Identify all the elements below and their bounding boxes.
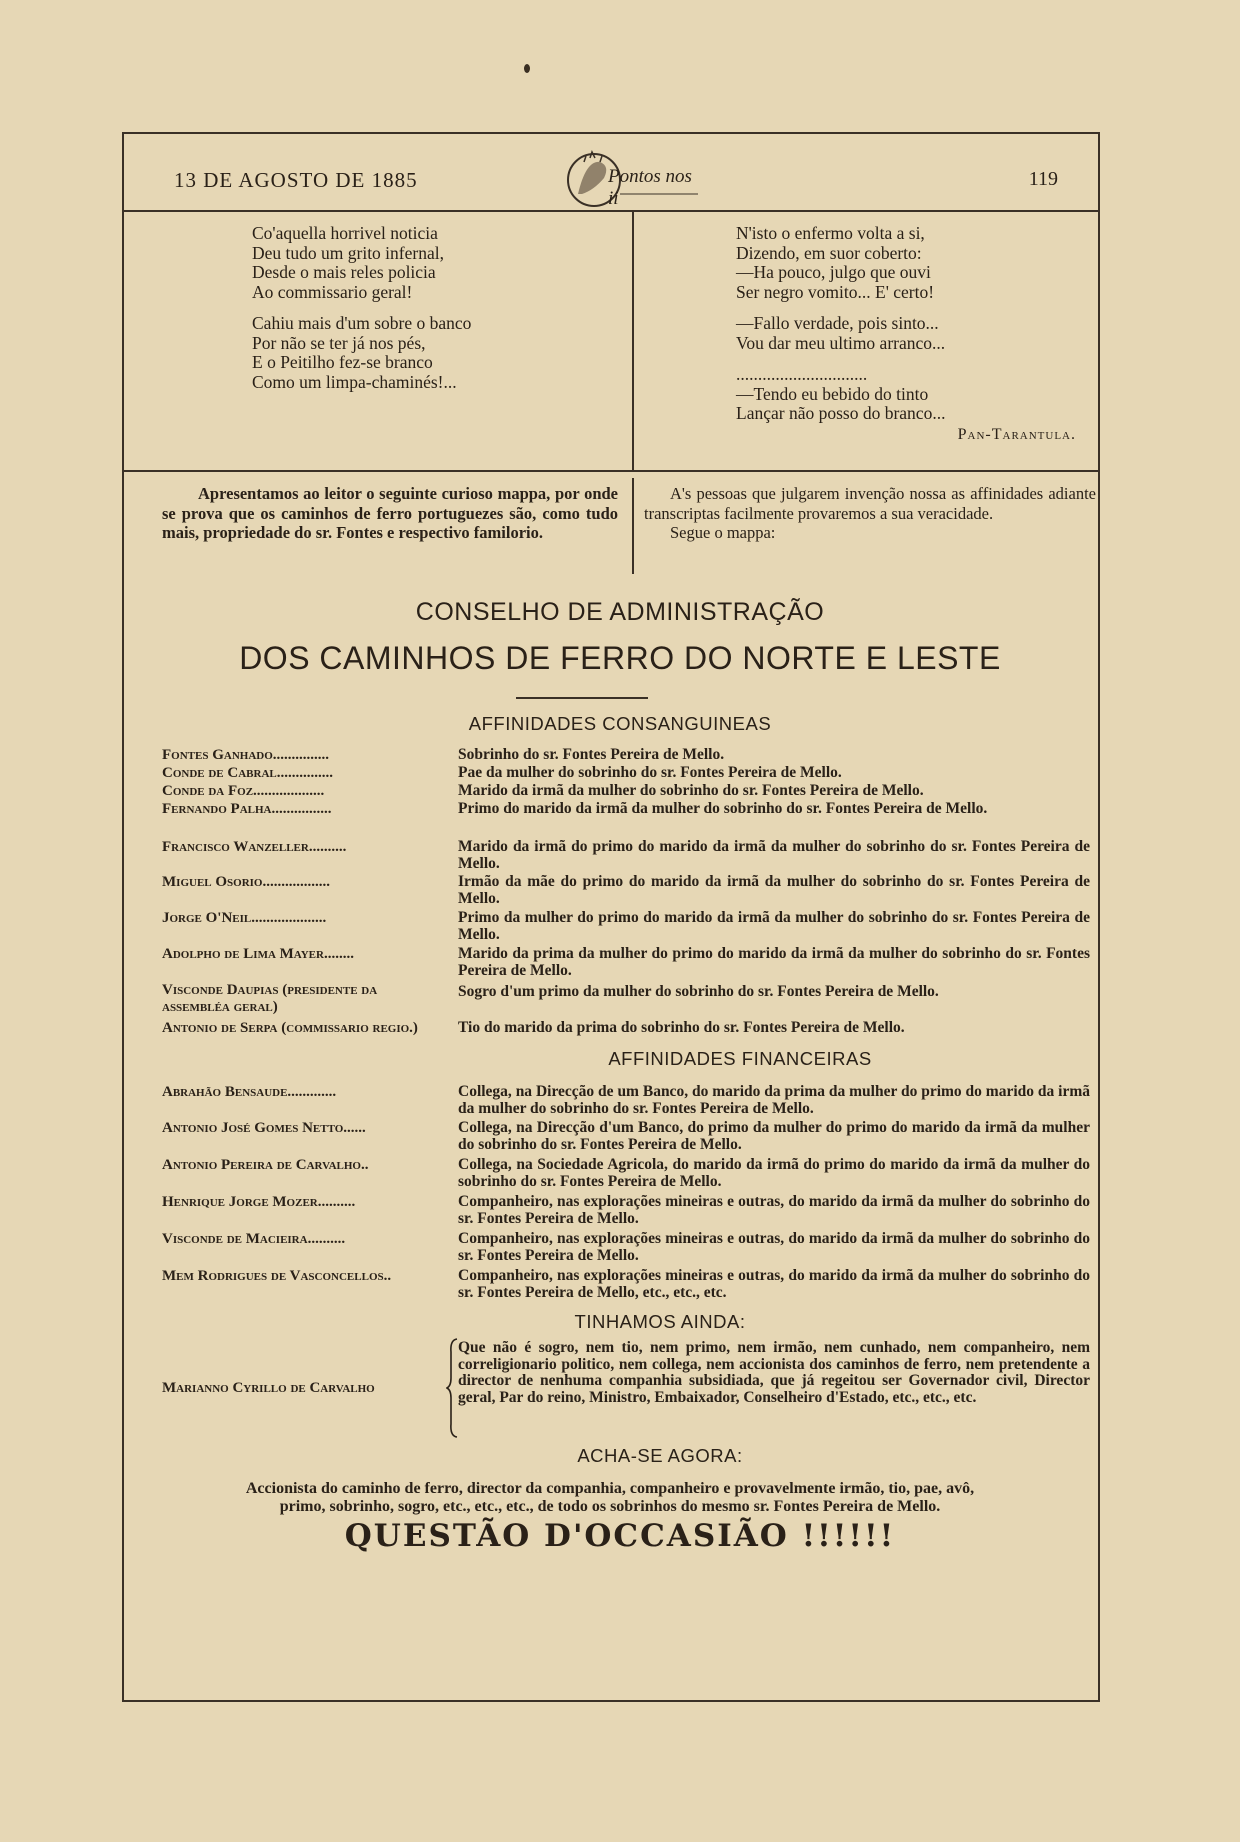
- poem-line: Co'aquella horrivel noticia: [252, 223, 438, 243]
- acha-line-1: Accionista do caminho de ferro, director da companhia, companheiro e provavelmente irmão, tio, pae, avô,: [245, 1480, 975, 1497]
- poem-bottom-rule: [124, 470, 1098, 472]
- poem-line: Cahiu mais d'um sobre o banco: [252, 313, 472, 333]
- acha-line-2: primo, sobrinho, sogro, etc., etc., etc., de todo os sobrinhos do mesmo sr. Fontes Pereira de Mello.: [279, 1498, 941, 1515]
- section-acha: ACHA-SE AGORA:: [577, 1445, 743, 1466]
- page-header: [124, 150, 1098, 210]
- poem-stanza: [736, 314, 1076, 353]
- list-item: [162, 982, 1092, 1016]
- entry-name: Fernando Palha................: [162, 801, 332, 817]
- poem-line: N'isto o enfermo volta a si,: [736, 223, 925, 243]
- page-number: 119: [1028, 168, 1058, 190]
- section-financeiras: AFFINIDADES FINANCEIRAS: [608, 1048, 872, 1069]
- title-caminhos: DOS CAMINHOS DE FERRO DO NORTE E LESTE: [239, 640, 1001, 676]
- masthead-title: Pontos nos ii: [608, 166, 692, 209]
- entry-desc: Sobrinho do sr. Fontes Pereira de Mello.: [458, 746, 725, 763]
- entry-name: Conde de Cabral...............: [162, 765, 333, 781]
- poem-line: Vou dar meu ultimo arranco...: [736, 332, 946, 353]
- entry-desc: Primo do marido da irmã da mulher do sobrinho do sr. Fontes Pereira de Mello.: [458, 800, 988, 817]
- poem-stanza: [252, 224, 612, 302]
- poem-line: Deu tudo um grito infernal,: [252, 242, 444, 263]
- header-rule: [124, 210, 1098, 212]
- entry-name: Fontes Ganhado...............: [162, 747, 330, 763]
- intro-right-paragraph: A's pessoas que julgarem invenção nossa as affinidades adiante transcriptas facilmente provaremos a sua veracidade.: [644, 484, 1096, 523]
- entry-desc: Collega, na Direcção d'um Banco, do primo da mulher do primo do marido da irmã da mulher do sobrinho do sr. Fontes Pereira de Mello.: [458, 1119, 1090, 1153]
- list-item: [162, 839, 1092, 873]
- entry-name: Visconde Daupias (presidente da assembléa geral): [162, 982, 378, 1015]
- title-rule: [516, 697, 648, 699]
- entry-name: Miguel Osorio..................: [162, 874, 330, 890]
- entry-desc: Companheiro, nas explorações mineiras e outras, do marido da irmã da mulher do sobrinho do sr. Fontes Pereira de Mello, etc., etc., etc.: [458, 1267, 1090, 1301]
- entry-desc: Marido da prima da mulher do primo do marido da irmã da mulher do sobrinho do sr. Fontes Pereira de Mello.: [458, 945, 1090, 979]
- entry-desc: Que não é sogro, nem tio, nem primo, nem irmão, nem cunhado, nem companheiro, nem correligionario politico, nem collega, nem accionista dos caminhos de ferro, nem pretendente a director de nenhuma companhia subsidiada, que já regeitou ser Governador civil, Director geral, Par do reino, Ministro, Embaixador, Conselheiro d'Estado, etc., etc., etc.: [458, 1339, 1090, 1406]
- list-item: [162, 747, 1092, 765]
- entry-desc: Collega, na Direcção de um Banco, do marido da prima da mulher do primo do marido da irmã da mulher do sobrinho do sr. Fontes Pereira de Mello.: [458, 1083, 1090, 1117]
- poem-line: Ser negro vomito... E' certo!: [736, 281, 935, 302]
- poem-line: —Ha pouco, julgo que ouvi: [736, 262, 931, 282]
- entry-name: Visconde de Macieira..........: [162, 1231, 346, 1247]
- brace-icon: [446, 1338, 458, 1438]
- poem-line: Por não se ter já nos pés,: [252, 332, 426, 353]
- poem-line: —Tendo eu bebido do tinto: [736, 383, 929, 404]
- section-tinhamos: TINHAMOS AINDA:: [574, 1311, 746, 1332]
- entry-name: Marianno Cyrillo de Carvalho: [162, 1380, 375, 1396]
- entry-desc: Irmão da mãe do primo do marido da irmã da mulher do sobrinho do sr. Fontes Pereira de Mello.: [458, 873, 1090, 907]
- list-item: [162, 1157, 1092, 1191]
- poem-right: [736, 224, 1076, 444]
- entry-name: Mem Rodrigues de Vasconcellos..: [162, 1268, 392, 1284]
- ink-speck: [524, 64, 530, 73]
- poem-line: —Fallo verdade, pois sinto...: [736, 313, 939, 333]
- poem-signature: Pan-Tarantula.: [957, 425, 1076, 443]
- poem-line: Dizendo, em suor coberto:: [736, 242, 922, 263]
- intro-column-divider: [632, 478, 634, 574]
- entry-name: Henrique Jorge Mozer..........: [162, 1194, 356, 1210]
- header-date: 13 DE AGOSTO DE 1885: [174, 168, 418, 192]
- poem-line: Ao commissario geral!: [252, 281, 413, 302]
- list-item: [162, 765, 1092, 783]
- list-item: [162, 1231, 1092, 1265]
- entry-desc: Marido da irmã da mulher do sobrinho do sr. Fontes Pereira de Mello.: [458, 782, 924, 799]
- entry-desc: Collega, na Sociedade Agricola, do marido da irmã do primo do marido da irmã da mulher do sobrinho do sr. Fontes Pereira de Mello.: [458, 1156, 1090, 1190]
- poem-line: Desde o mais reles policia: [252, 262, 436, 282]
- entry-desc: Companheiro, nas explorações mineiras e outras, do marido da irmã da mulher do sobrinho do sr. Fontes Pereira de Mello.: [458, 1193, 1090, 1227]
- list-item: [162, 1268, 1092, 1302]
- intro-left-paragraph: Apresentamos ao leitor o seguinte curioso mappa, por onde se prova que os caminhos de ferro portuguezes são, como tudo mais, propriedade do sr. Fontes e respectivo familorio.: [162, 484, 618, 542]
- poem-left: [252, 224, 612, 404]
- poem-stanza: [736, 224, 1076, 302]
- entry-name: Antonio de Serpa (commissario regio.): [162, 1020, 418, 1036]
- intro-right-block: [644, 484, 1096, 543]
- intro-right-closing: Segue o mappa:: [670, 523, 776, 542]
- entry-name: Abrahão Bensaude.............: [162, 1084, 337, 1100]
- list-item: [162, 1120, 1092, 1154]
- title-conselho: CONSELHO DE ADMINISTRAÇÃO: [415, 598, 825, 626]
- entry-name: Adolpho de Lima Mayer........: [162, 946, 354, 962]
- poem-stanza: [252, 314, 612, 392]
- poem-line: ..............................: [736, 364, 868, 384]
- entry-name: Francisco Wanzeller..........: [162, 839, 347, 855]
- poem-line: E o Peitilho fez-se branco: [252, 352, 433, 372]
- entry-desc: Pae da mulher do sobrinho do sr. Fontes Pereira de Mello.: [458, 764, 842, 781]
- list-item: [162, 946, 1092, 980]
- poem-stanza: [736, 365, 1076, 424]
- entry-name: Antonio José Gomes Netto......: [162, 1120, 366, 1136]
- masthead-logo: [564, 150, 704, 208]
- poem-line: Como um limpa-chaminés!...: [252, 371, 457, 392]
- list-item: [162, 783, 1092, 801]
- entry-desc: Primo da mulher do primo do marido da irmã da mulher do sobrinho do sr. Fontes Pereira de Mello.: [458, 909, 1090, 943]
- entry-name: Antonio Pereira de Carvalho..: [162, 1157, 369, 1173]
- list-item: [162, 801, 1092, 835]
- poem-line: Lançar não posso do branco...: [736, 403, 946, 423]
- entry-desc: Tio do marido da prima do sobrinho do sr. Fontes Pereira de Mello.: [458, 1019, 905, 1036]
- entry-name: Jorge O'Neil....................: [162, 910, 327, 926]
- list-item: [162, 874, 1092, 908]
- list-item: [162, 910, 1092, 944]
- section-consanguineas: AFFINIDADES CONSANGUINEAS: [468, 713, 772, 734]
- column-divider: [632, 212, 634, 470]
- questao-headline: QUESTÃO D'OCCASIÃO !!!!!!: [344, 1518, 896, 1554]
- list-item: [162, 1194, 1092, 1228]
- entry-desc: Sogro d'um primo da mulher do sobrinho do sr. Fontes Pereira de Mello.: [458, 983, 939, 1000]
- entry-desc: Companheiro, nas explorações mineiras e outras, do marido da irmã da mulher do sobrinho do sr. Fontes Pereira de Mello.: [458, 1230, 1090, 1264]
- list-item: [162, 1340, 1092, 1440]
- list-item: [162, 1084, 1092, 1118]
- entry-name: Conde da Foz...................: [162, 783, 325, 799]
- entry-desc: Marido da irmã do primo do marido da irmã da mulher do sobrinho do sr. Fontes Pereira de Mello.: [458, 838, 1090, 872]
